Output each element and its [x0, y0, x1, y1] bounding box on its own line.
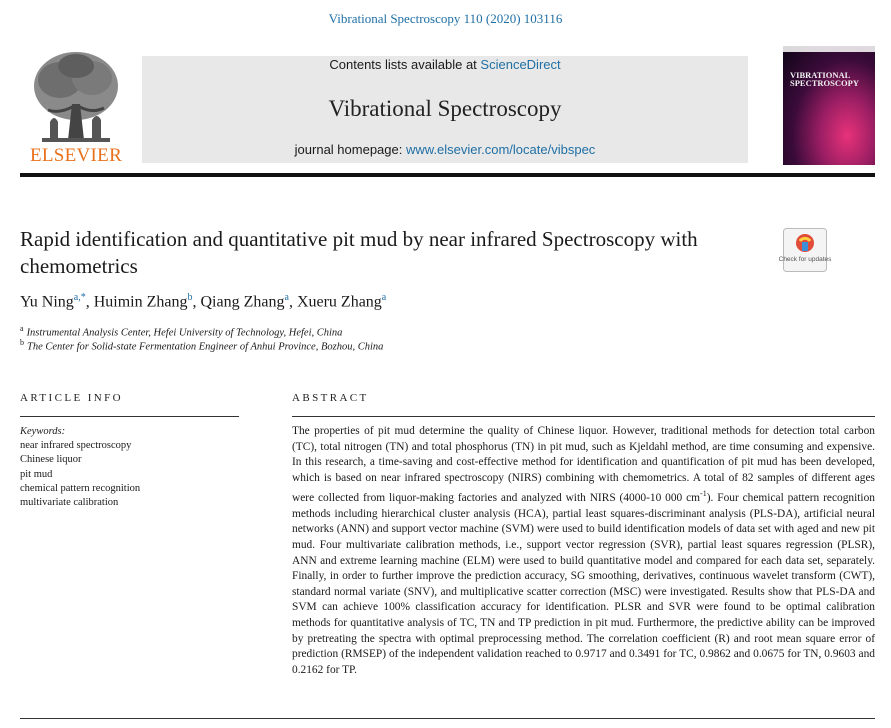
elsevier-wordmark: ELSEVIER [29, 145, 123, 166]
bottom-divider [20, 718, 875, 719]
sciencedirect-link[interactable]: ScienceDirect [480, 57, 561, 72]
article-info-divider [20, 416, 239, 417]
affiliation-text: The Center for Solid-state Fermentation Engineer of Anhui Province, Bozhou, China [27, 341, 384, 353]
contents-prefix: Contents lists available at [329, 57, 477, 72]
keyword-item: chemical pattern recognition [20, 482, 141, 494]
affiliation-mark: a [20, 324, 24, 333]
journal-cover-thumbnail[interactable] [783, 46, 875, 165]
header-divider [20, 173, 875, 177]
journal-name: Vibrational Spectroscopy [328, 96, 562, 121]
author-affil-mark[interactable]: a,* [73, 292, 86, 303]
journal-header [20, 44, 875, 174]
affiliation-a [20, 324, 342, 339]
keyword-item: near infrared spectroscopy [20, 440, 132, 452]
keyword-item: Chinese liquor [20, 454, 82, 466]
author-list: Yu Ning$^{a,*}$, Huimin Zhang$^b$, Qiang Zhang$^a$, Xueru Zhang$^a$ [20, 292, 387, 311]
cover-title: VIBRATIONAL SPECTROSCOPY [790, 70, 859, 88]
abstract-unit-superscript: -1 [700, 489, 707, 499]
affiliation-mark: b [20, 338, 24, 347]
affiliation-text: Instrumental Analysis Center, Hefei University of Technology, Hefei, China [26, 327, 343, 339]
abstract-heading: ABSTRACT [292, 392, 369, 404]
abstract-divider [292, 416, 875, 417]
keyword-item: multivariate calibration [20, 497, 119, 509]
homepage-prefix: journal homepage: [294, 142, 403, 157]
journal-citation[interactable]: Vibrational Spectroscopy 110 (2020) 103116 [328, 11, 563, 26]
affiliation-b [20, 338, 383, 353]
author-name[interactable]: Qiang Zhang [200, 293, 285, 311]
homepage-link[interactable]: www.elsevier.com/locate/vibspec [406, 142, 596, 157]
author-name[interactable]: Xueru Zhang [296, 293, 382, 311]
contents-line [142, 57, 748, 72]
homepage-line [142, 142, 748, 157]
author-name[interactable]: Huimin Zhang [93, 293, 188, 311]
article-info-heading: ARTICLE INFO [20, 392, 123, 404]
keywords-block [20, 425, 140, 510]
author-name[interactable]: Yu Ning [20, 293, 74, 311]
cover-top-strip [783, 46, 875, 52]
author-affil-mark[interactable]: b [187, 292, 193, 303]
check-for-updates-icon[interactable] [778, 228, 832, 272]
article-title: Rapid identification and quantitative pit mud by near infrared Spectroscopy with chemometrics [20, 227, 698, 278]
abstract-part-1: The properties of pit mud determine the quality of Chinese liquor. However, traditional methods for detection total carbon (TC), total nitrogen (TN) and total phosphorus (TN) in pit mud, such as Kjeldahl method, are time consuming and expensive. In this research, a time-saving and cost-effective method for identification and quantification of pit mud has been developed, which is based on near infrared spectroscopy (NIRS) combining with chemometrics. A total of 82 samples of different ages were collected from liquor-making factories and analyzed with NIRS (4000-10 000 cm [292, 425, 875, 505]
author-affil-mark[interactable]: a [284, 292, 289, 303]
keywords-label: Keywords: [20, 426, 66, 437]
keyword-item: pit mud [20, 468, 53, 480]
journal-banner [142, 56, 748, 163]
crossmark-label: Check for updates [778, 256, 832, 263]
abstract-part-2: ). Four chemical pattern recognition methods including hierarchical cluster analysis (HCA), partial least squares-discriminant analysis (PLS-DA), artificial neural networks (ANN) and support vector machine (SVM) were used to build identification models of data set with aged and new pit mud. Four multivariate calibration methods, i.e., support vector regression (SVR), partial least squares regression (PLSR), ANN and extreme learning machine (ELM) were used to build quantitative model and compared for each data set, separately. Finally, in order to further improve the prediction accuracy, SG smoothing, derivatives, continuous wavelet transform (CWT), standard normal variate (SNV), and multiplicative scatter correction (MSC) were investigated. Results show that PLS-DA and SVM can achieve 100% classification accuracy for identification. PLSR and SVR were found to be optimal calibration methods for quantitative analysis of TC, TN and TP prediction in pit mud. Furthermore, the predictive ability can be improved by pretreating the spectra with optimal preprocessing method. The correlation coefficient (R) and root mean square error of prediction (RMSEP) of the independent validation reached to 0.9717 and 0.3491 for TC, 0.9862 and 0.0675 for TN, 0.9603 and 0.2162 for TP. [292, 492, 875, 676]
abstract-body [292, 424, 875, 678]
author-affil-mark[interactable]: a [381, 292, 387, 303]
